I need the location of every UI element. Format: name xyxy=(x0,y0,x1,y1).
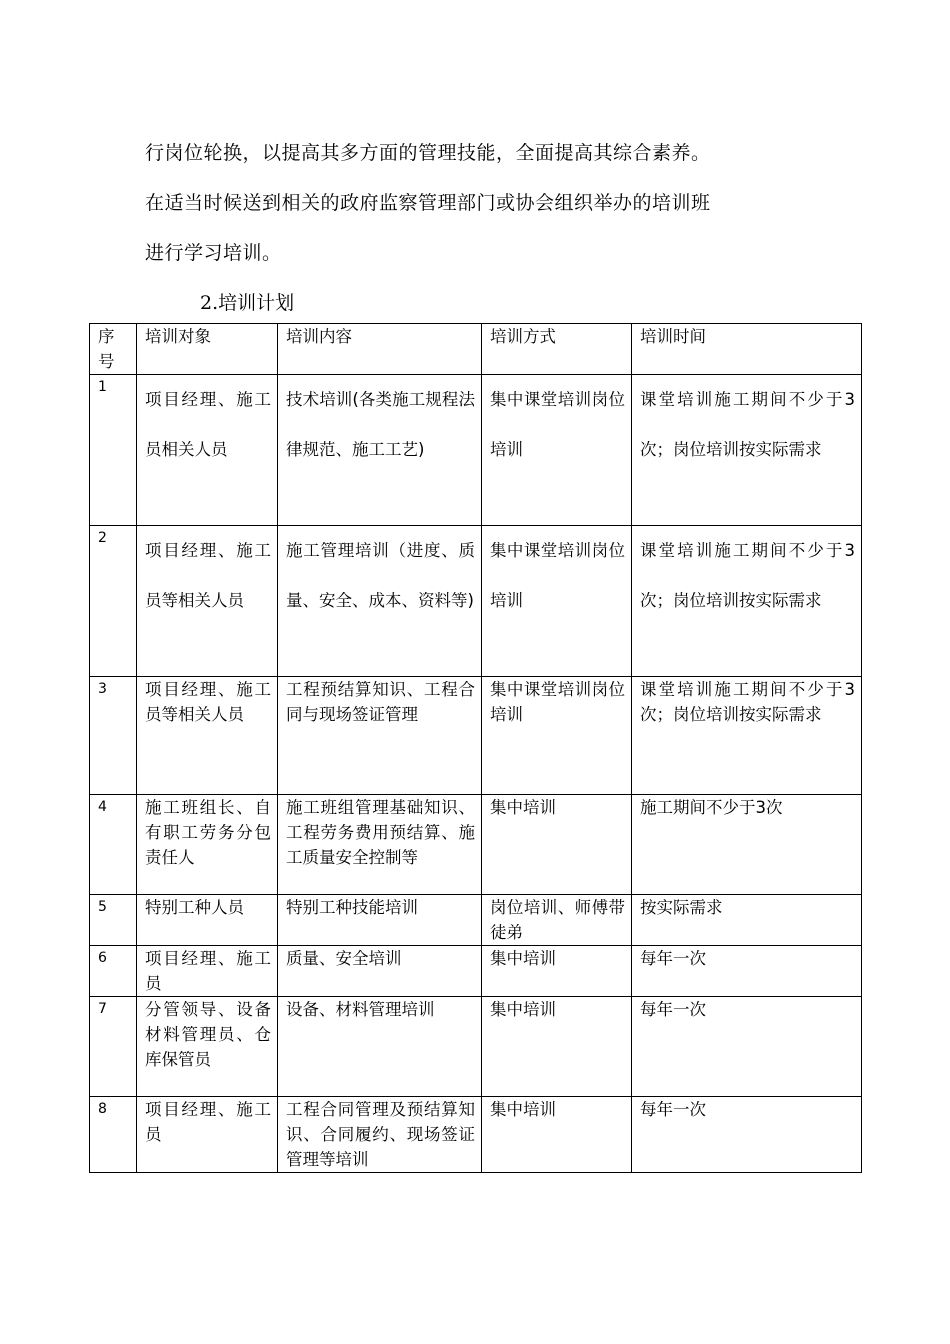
row-index: 4 xyxy=(90,795,137,895)
table-row xyxy=(90,997,862,1097)
row-method: 集中培训 xyxy=(482,1097,632,1173)
paragraph-line-3: 进行学习培训。 xyxy=(145,242,282,264)
row-content: 设备、材料管理培训 xyxy=(278,997,482,1097)
row-target: 施工班组长、自有职工劳务分包责任人 xyxy=(137,795,278,895)
header-target: 培训对象 xyxy=(137,324,278,375)
row-time: 施工期间不少于3次 xyxy=(632,795,862,895)
table-row xyxy=(90,375,862,526)
row-time: 每年一次 xyxy=(632,946,862,997)
row-content: 特别工种技能培训 xyxy=(278,895,482,946)
table-row xyxy=(90,677,862,795)
row-time: 每年一次 xyxy=(632,1097,862,1173)
row-time: 课堂培训施工期间不少于3次；岗位培训按实际需求 xyxy=(632,526,862,677)
row-target: 项目经理、施工员 xyxy=(137,946,278,997)
row-target: 特别工种人员 xyxy=(137,895,278,946)
row-time: 课堂培训施工期间不少于3次；岗位培训按实际需求 xyxy=(632,677,862,795)
row-target: 项目经理、施工员等相关人员 xyxy=(137,677,278,795)
row-index: 2 xyxy=(90,526,137,677)
row-index: 1 xyxy=(90,375,137,526)
table-header-row xyxy=(90,324,862,375)
header-method: 培训方式 xyxy=(482,324,632,375)
row-target: 分管领导、设备材料管理员、仓库保管员 xyxy=(137,997,278,1097)
row-target: 项目经理、施工员等相关人员 xyxy=(137,526,278,677)
row-content: 工程预结算知识、工程合同与现场签证管理 xyxy=(278,677,482,795)
table-row xyxy=(90,946,862,997)
row-method: 集中课堂培训岗位培训 xyxy=(482,375,632,526)
row-method: 集中课堂培训岗位培训 xyxy=(482,526,632,677)
training-plan-table xyxy=(89,323,862,1173)
row-target: 项目经理、施工员相关人员 xyxy=(137,375,278,526)
table-row xyxy=(90,795,862,895)
row-method: 岗位培训、师傅带徒弟 xyxy=(482,895,632,946)
row-method: 集中培训 xyxy=(482,997,632,1097)
section-title: 2.培训计划 xyxy=(200,292,295,314)
table-row xyxy=(90,895,862,946)
row-index: 7 xyxy=(90,997,137,1097)
row-index: 8 xyxy=(90,1097,137,1173)
table-row xyxy=(90,526,862,677)
header-content: 培训内容 xyxy=(278,324,482,375)
row-index: 6 xyxy=(90,946,137,997)
row-method: 集中课堂培训岗位培训 xyxy=(482,677,632,795)
header-index: 序号 xyxy=(90,324,137,375)
row-content: 技术培训(各类施工规程法律规范、施工工艺) xyxy=(278,375,482,526)
row-method: 集中培训 xyxy=(482,795,632,895)
table-row xyxy=(90,1097,862,1173)
header-time: 培训时间 xyxy=(632,324,862,375)
row-time: 每年一次 xyxy=(632,997,862,1097)
row-content: 施工管理培训（进度、质量、安全、成本、资料等) xyxy=(278,526,482,677)
row-time: 课堂培训施工期间不少于3次；岗位培训按实际需求 xyxy=(632,375,862,526)
row-method: 集中培训 xyxy=(482,946,632,997)
row-time: 按实际需求 xyxy=(632,895,862,946)
row-target: 项目经理、施工员 xyxy=(137,1097,278,1173)
row-content: 质量、安全培训 xyxy=(278,946,482,997)
paragraph-line-2: 在适当时候送到相关的政府监察管理部门或协会组织举办的培训班 xyxy=(145,192,711,214)
row-content: 工程合同管理及预结算知识、合同履约、现场签证管理等培训 xyxy=(278,1097,482,1173)
row-index: 3 xyxy=(90,677,137,795)
row-content: 施工班组管理基础知识、工程劳务费用预结算、施工质量安全控制等 xyxy=(278,795,482,895)
paragraph-line-1: 行岗位轮换，以提高其多方面的管理技能，全面提高其综合素养。 xyxy=(145,142,711,164)
row-index: 5 xyxy=(90,895,137,946)
